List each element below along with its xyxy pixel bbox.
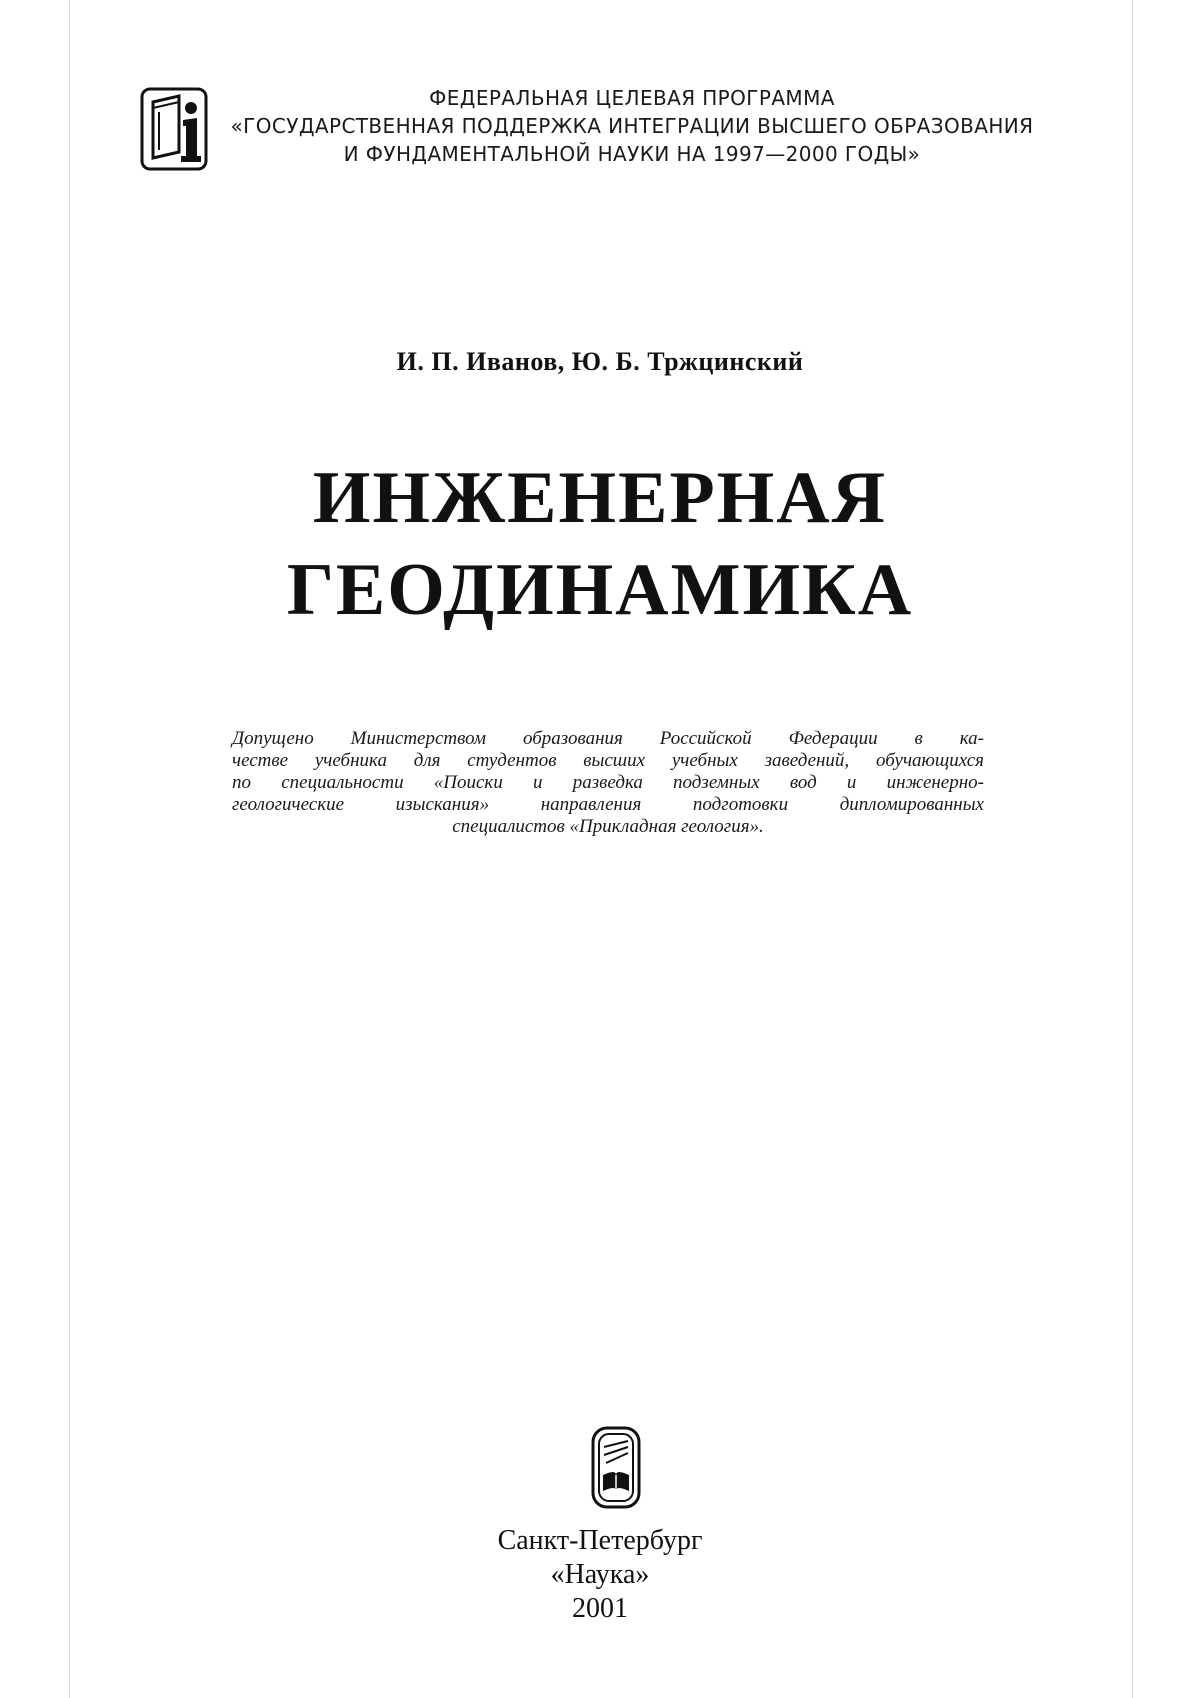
approval-line: честве учебника для студентов высших учебных заведений, обучающихся (232, 750, 984, 771)
authors: И. П. Иванов, Ю. Б. Тржцинский (396, 347, 804, 376)
approval-line: по специальности «Поиски и разведка подземных вод и инженерно- (232, 772, 984, 793)
book-title-line: ГЕОДИНАМИКА (286, 549, 914, 631)
imprint-publisher: «Наука» (550, 1559, 650, 1590)
federal-program-header (212, 84, 1052, 168)
book-title (0, 452, 1200, 636)
program-line: ФЕДЕРАЛЬНАЯ ЦЕЛЕВАЯ ПРОГРАММА (429, 86, 835, 110)
page-edge-right (1132, 0, 1133, 1698)
approval-line: геологические изыскания» направления подготовки дипломированных (232, 794, 984, 815)
program-line: «ГОСУДАРСТВЕННАЯ ПОДДЕРЖКА ИНТЕГРАЦИИ ВЫСШЕГО ОБРАЗОВАНИЯ (230, 114, 1034, 138)
imprint-city: Санкт-Петербург (497, 1525, 703, 1556)
page-edge-left (69, 0, 70, 1698)
approval-line: Допущено Министерством образования Российской Федерации в ка- (232, 728, 984, 749)
imprint (0, 1524, 1200, 1626)
program-line: И ФУНДАМЕНТАЛЬНОЙ НАУКИ НА 1997—2000 ГОДЫ» (343, 142, 921, 166)
imprint-year: 2001 (572, 1593, 628, 1624)
approval-line: специалистов «Прикладная геология». (452, 816, 764, 837)
book-with-i-icon (139, 86, 209, 172)
book-title-line: ИНЖЕНЕРНАЯ (312, 457, 888, 539)
nauka-publisher-emblem-icon (590, 1425, 642, 1510)
ministry-approval-note (232, 728, 984, 838)
